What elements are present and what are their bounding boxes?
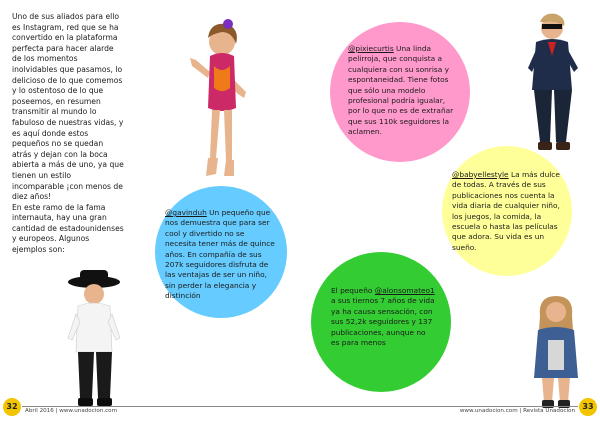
photo-girl-swimsuit <box>186 18 256 188</box>
page-number-left: 32 <box>3 398 21 416</box>
bubble-gavinduh <box>155 186 287 318</box>
bubble-gavinduh-description: Un pequeño que nos demuestra que para ser cool y divertido no se necesita tener más de quince años. En compañía de sus 207k seguidores disfruta de las ventajas de ser un niño, sin perder la elegancia y distinción <box>165 208 275 301</box>
bubble-alonsomateo1-description: a sus tiernos 7 años de vida ya ha causa sensación, con sus 52,2k seguidores y 137 publicaciones, aunque no es para menos <box>331 296 435 348</box>
intro-paragraph-1: Uno de sus aliados para ello es Instagram, red que se ha convertido en la plataforma perfecta para hacer alarde de los momentos inolvidables que pasamos, lo delicioso de lo que comemos y lo ostentoso de lo que poseemos, en resumen transmitir al mundo lo fabuloso de nuestras vidas, y es aquí donde estos pequeños no se quedan atrás y dejan con la boca abierta a más de uno, ya que tienen un estilo incomparable ¡con menos de diez años! <box>12 12 124 202</box>
bubble-pixiecurtis-description: Una linda pelirroja, que conquista a cualquiera con su sonrisa y espontaneidad. Tiene fotos que sólo una modelo profesional podría igualar, por lo que no es de extrañar que sus 110k seguidores la aclamen. <box>348 44 454 137</box>
bubble-babyellestyle-text <box>452 170 564 253</box>
footer-left-text: Abril 2016 | www.unadocion.com <box>25 408 118 414</box>
intro-text <box>12 12 124 256</box>
instagram-handle-gavinduh[interactable]: @gavinduh <box>165 208 207 217</box>
bubble-alonsomateo1-prefix: El pequeño <box>331 286 375 295</box>
bubble-pixiecurtis <box>330 22 470 162</box>
photo-girl-denim <box>530 294 582 410</box>
instagram-handle-alonsomateo1[interactable]: @alonsomateo1 <box>374 286 435 295</box>
page-number-right: 33 <box>579 398 597 416</box>
photo-boy-sunglasses <box>522 10 584 160</box>
footer-right-text: www.unadocion.com | Revista Unadocion <box>459 408 575 414</box>
photo-boy-hat <box>64 268 126 408</box>
intro-paragraph-2: En este ramo de la fama internauta, hay una gran cantidad de estadounidenses y europeos. Algunos ejemplos son: <box>12 202 124 255</box>
instagram-handle-pixiecurtis[interactable]: @pixiecurtis <box>348 44 394 53</box>
bubble-alonsomateo1-text <box>331 286 435 348</box>
instagram-handle-babyellestyle[interactable]: @babyellestyle <box>452 170 509 179</box>
bubble-alonsomateo1 <box>311 252 451 392</box>
bubble-babyellestyle <box>442 146 572 276</box>
bubble-pixiecurtis-text <box>348 44 454 138</box>
bubble-babyellestyle-description: La más dulce de todas. A través de sus publicaciones nos cuenta la vida diaria de cualquier niño, los juegos, la comida, la escuela o hasta las películas que adora. Su vida es un sueño. <box>452 170 560 252</box>
footer-divider <box>22 406 578 407</box>
bubble-gavinduh-text <box>165 208 277 302</box>
